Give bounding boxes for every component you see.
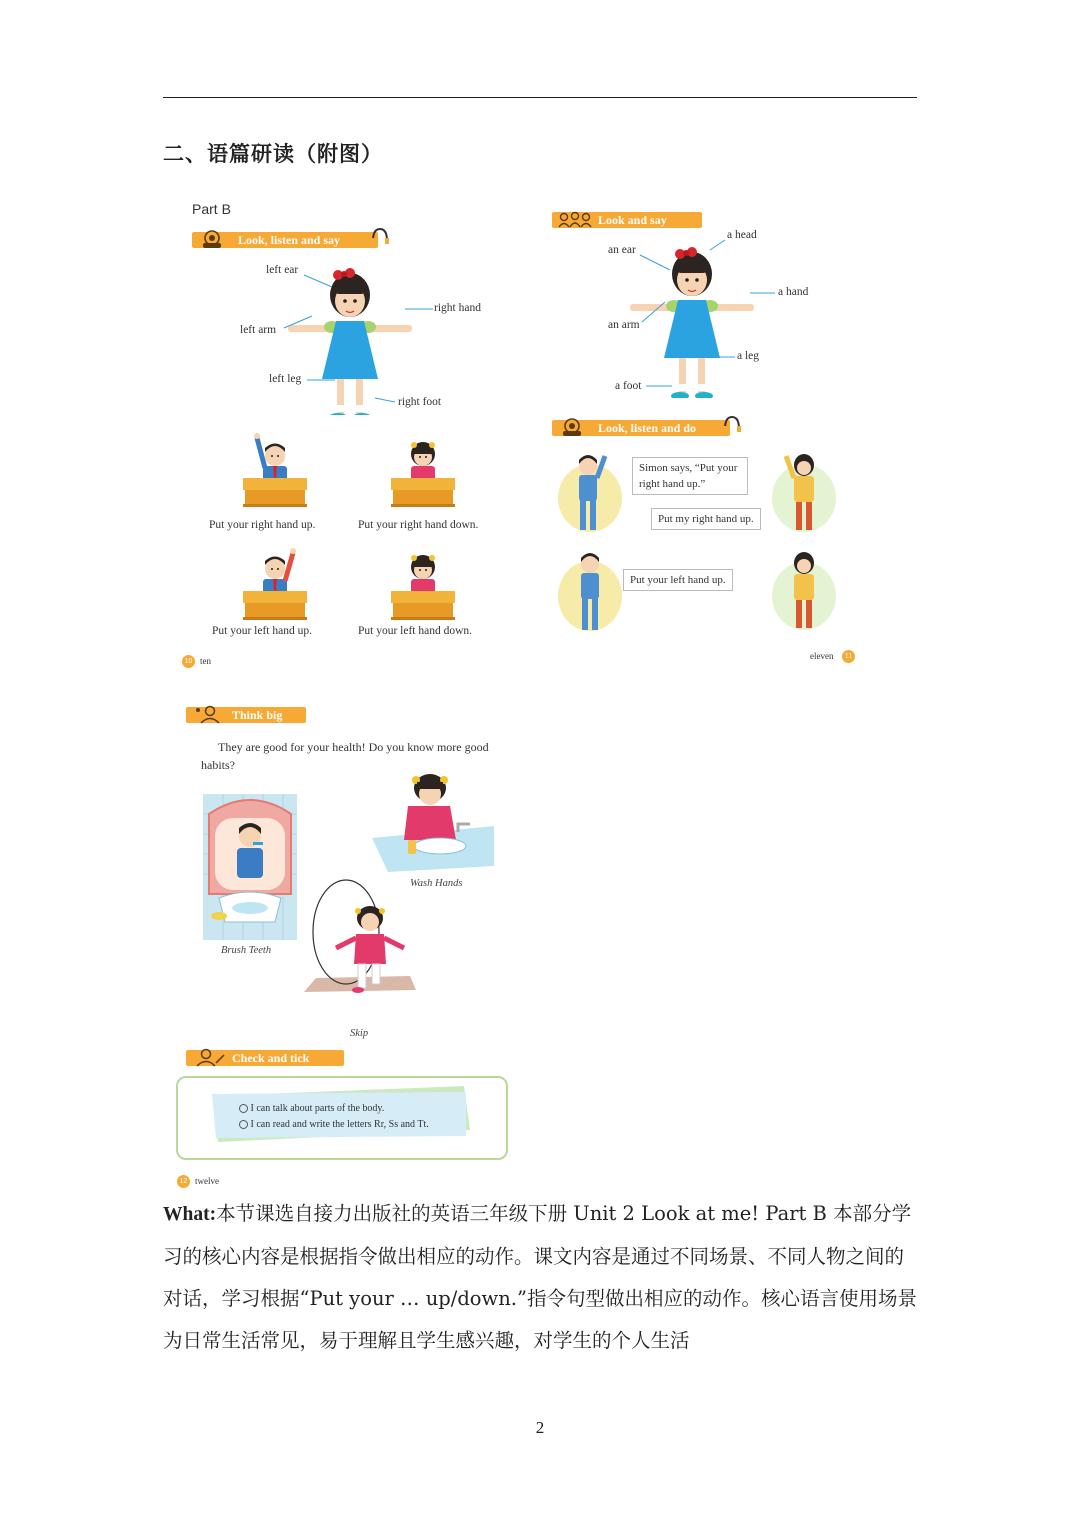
label-a-head: a head [727,229,757,241]
writing-icon [192,1047,226,1067]
banner-label: Look, listen and do [598,421,697,435]
kids-group-icon [558,209,592,229]
headphones-icon [722,415,742,433]
radio-circle[interactable] [239,1104,248,1113]
caption-right-hand-down: Put your right hand down. [358,519,479,531]
boy-left-hand-up-illustration [235,543,315,623]
skip-rope-illustration [302,878,422,1022]
caption-left-hand-up: Put your left hand up. [212,625,312,637]
girl-standing-illustration [768,546,840,634]
speech-bubble-reply: Put my right hand up. [651,508,761,530]
label-left-arm: left arm [240,324,277,336]
caption-right-hand-up: Put your right hand up. [209,519,316,531]
boy-pointing-illustration [555,546,625,636]
section-heading: 二、语篇研读（附图） [163,141,383,166]
girl-right-hand-up-illustration [768,448,840,536]
page-badge-12: 12 [177,1175,190,1188]
what-paragraph [163,1193,918,1362]
banner-label: Look, listen and say [238,233,341,247]
label-a-hand: a hand [778,286,809,298]
banner-think-big [186,707,306,723]
banner-look-listen-say [192,232,378,248]
what-label: What: [163,1204,217,1225]
what-text: 本节课选自接力出版社的英语三年级下册 Unit 2 Look at me! Part B 本部分学习的核心内容是根据指令做出相应的动作。课文内容是通过不同场景、不同人物之间的对话，学习根据“Put your … up/down.”指令句型做出相应的动作。核心语言使用场景为日常生活常见，易于理解且学生感兴趣，对学生的个人生活 [163,1202,917,1352]
headphones-icon [370,227,390,245]
think-big-intro: They are good for your health! Do you know more good habits? [201,740,489,772]
label-an-ear: an ear [608,244,636,256]
girl-right-hand-down-illustration [383,428,463,512]
label-left-leg: left leg [269,373,302,385]
label-an-arm: an arm [608,319,640,331]
label-right-hand: right hand [434,302,481,314]
label-left-ear: left ear [266,264,299,276]
listen-icon [198,229,232,249]
checklist-item-1 [239,1103,384,1114]
header-rule [163,97,917,98]
page-word-twelve: twelve [195,1176,219,1186]
banner-label: Think big [232,708,283,722]
banner-look-listen-do [552,420,730,436]
brush-teeth-illustration [203,794,297,940]
label-a-foot: a foot [615,380,642,392]
wash-hands-illustration [370,774,496,874]
banner-label: Check and tick [232,1051,310,1065]
caption-left-hand-down: Put your left hand down. [358,625,473,637]
page-number: 2 [535,1418,545,1437]
page-word-ten: ten [200,656,211,666]
speech-bubble-simon: Simon says, “Put your right hand up.” [632,457,748,495]
thinking-person-icon [192,704,226,724]
caption-brush-teeth: Brush Teeth [221,945,272,956]
checklist-paper [208,1086,472,1144]
radio-circle[interactable] [239,1120,248,1129]
boy-right-hand-up-illustration [235,428,315,512]
part-label: Part B [192,201,231,217]
listen-icon [558,417,592,437]
page-word-eleven: eleven [810,651,834,661]
girl-left-hand-down-illustration [383,543,463,623]
checklist-item-2 [239,1119,429,1130]
checklist-item-label: I can talk about parts of the body. [250,1103,385,1114]
label-right-foot: right foot [398,396,442,408]
banner-check-and-tick [186,1050,344,1066]
banner-look-and-say [552,212,702,228]
caption-skip: Skip [350,1028,369,1039]
page-badge-10: 10 [182,655,195,668]
speech-bubble-left-hand: Put your left hand up. [623,569,733,591]
banner-label: Look and say [598,213,667,227]
label-a-leg: a leg [737,350,760,362]
caption-wash-hands: Wash Hands [410,878,463,889]
page-badge-11: 11 [842,650,855,663]
checklist-item-label: I can read and write the letters Rr, Ss and Tt. [250,1119,429,1130]
boy-simon-illustration [555,448,625,536]
